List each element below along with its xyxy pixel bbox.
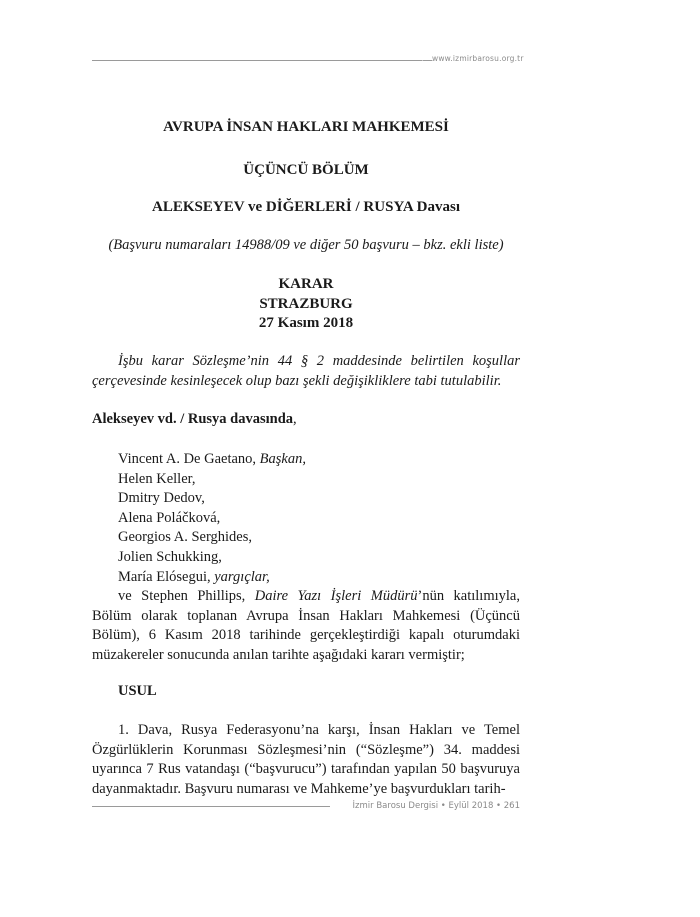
registrar-title: Daire Yazı İşleri Müdürü (254, 588, 418, 604)
judge-name: Jolien Schukking, (118, 548, 222, 565)
judge-line (118, 470, 306, 490)
judge-line (118, 489, 306, 509)
footer-journal-page: İzmir Barosu Dergisi • Eylül 2018 • 261 (330, 801, 520, 811)
sitting-post: ’nün katılımıyla, Bölüm olarak toplanan Avrupa İnsan Hakları Mahkemesi (Üçüncü Bölüm), 6 Kasım 2018 tarihinde gerçekleştirdiği kapalı oturumdaki müzakereler sonucunda anılan tarihte aşağıdaki kararı vermiştir; (92, 588, 520, 663)
judge-line (118, 528, 306, 548)
judge-name: María Elósegui, (118, 568, 215, 585)
judgment-date: 27 Kasım 2018 (258, 315, 354, 331)
judgment-label: KARAR (278, 276, 334, 292)
judge-line (118, 509, 306, 529)
case-title: ALEKSEYEV ve DİĞERLERİ / RUSYA Davası (152, 199, 460, 215)
header-url: www.izmirbarosu.org.tr (432, 54, 524, 63)
judge-line (118, 568, 306, 588)
judgment-place: STRAZBURG (259, 295, 353, 312)
judge-name: Helen Keller, (118, 470, 196, 487)
judge-role: Başkan, (259, 451, 306, 467)
judge-line (118, 450, 306, 470)
application-numbers: (Başvuru numaraları 14988/09 ve diğer 50 başvuru – bkz. ekli liste) (108, 237, 504, 253)
judge-name: Alena Poláčková, (118, 509, 221, 526)
judge-role: yargıçlar, (214, 568, 270, 585)
judgment-block (92, 275, 520, 334)
judges-list (118, 450, 306, 587)
case-name-comma: , (293, 411, 297, 427)
judge-name: Georgios A. Serghides, (118, 529, 252, 546)
judge-name: Vincent A. De Gaetano, (118, 451, 260, 467)
case-name: Alekseyev vd. / Rusya davasında (92, 411, 294, 427)
section-title: ÜÇÜNCÜ BÖLÜM (243, 162, 369, 178)
footer-rule (92, 806, 340, 807)
in-the-case-line (92, 410, 520, 430)
sitting-paragraph (92, 587, 520, 665)
sitting-pre: ve Stephen Phillips, (118, 588, 255, 604)
paragraph-1: 1. Dava, Rusya Federasyonu’na karşı, İnsan Hakları ve Temel Özgürlüklerin Korunması Sözleşmesi’nin (“Sözleşme”) 34. maddesi uyarınca 7 Rus vatandaşı (“başvurucu”) tarafından yapılan 50 başvuruya dayanmaktadır. Başvuru numarası ve Mahkeme’ye başvurdukları tarih- (92, 722, 520, 797)
judge-name: Dmitry Dedov, (118, 490, 205, 507)
procedure-heading: USUL (118, 683, 157, 699)
finality-notice: İşbu karar Sözleşme’nin 44 § 2 maddesinde belirtilen koşullar çerçevesinde kesinleşecek olup bazı şekli değişikliklere tabi tutulabilir. (92, 353, 520, 389)
judge-line (118, 548, 306, 568)
header-rule (92, 60, 422, 61)
court-title: AVRUPA İNSAN HAKLARI MAHKEMESİ (163, 119, 449, 135)
